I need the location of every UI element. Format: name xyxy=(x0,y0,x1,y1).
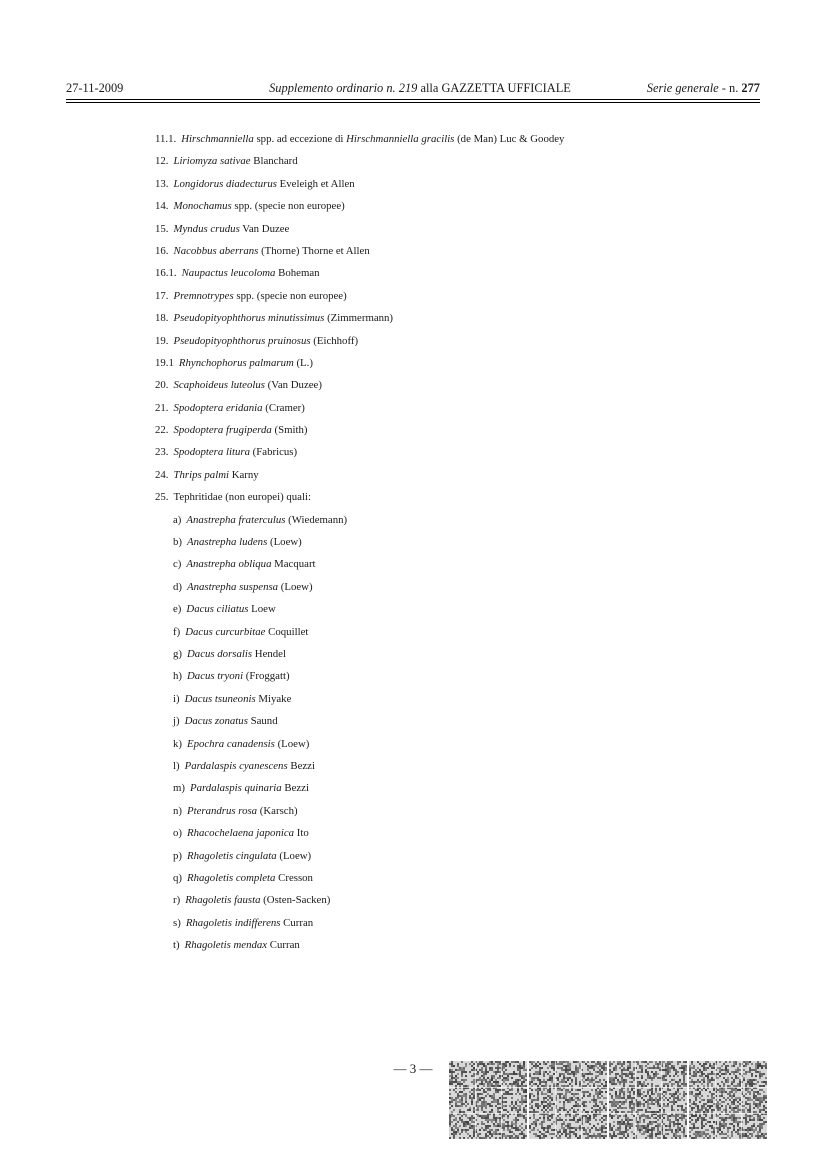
item-number: d) xyxy=(173,580,182,593)
species-name: Dacus tryoni xyxy=(187,670,244,683)
species-name: Rhagoletis completa xyxy=(187,871,276,884)
species-name: Spodoptera eridania xyxy=(173,401,263,414)
species-name: Pterandrus rosa xyxy=(187,804,258,817)
item-number: c) xyxy=(173,558,182,571)
item-text: Tephritidae (non europei) quali: xyxy=(173,491,311,504)
list-item xyxy=(155,355,745,377)
item-text: Bezzi xyxy=(287,759,315,772)
item-text: (Smith) xyxy=(271,424,308,437)
species-name: Rhynchophorus palmarum xyxy=(178,356,294,369)
item-number: 23. xyxy=(155,446,169,459)
list-subitem xyxy=(155,713,745,735)
item-text: Ito xyxy=(294,827,309,840)
item-number: 17. xyxy=(155,289,169,302)
list-item xyxy=(155,377,745,399)
item-number: i) xyxy=(173,692,180,705)
species-name: Premnotrypes xyxy=(173,289,234,302)
item-number: 20. xyxy=(155,379,169,392)
header-issue-number: 277 xyxy=(741,81,760,95)
item-text: Blanchard xyxy=(250,155,298,168)
item-text: Coquillet xyxy=(265,625,309,638)
item-text: (Wiedemann) xyxy=(285,513,348,526)
item-text: Curran xyxy=(280,916,314,929)
list-subitem xyxy=(155,915,745,937)
item-number: h) xyxy=(173,670,182,683)
item-number: 16.1. xyxy=(155,267,177,280)
item-text: Cresson xyxy=(275,871,313,884)
species-name: Anastrepha obliqua xyxy=(186,558,272,571)
list-item xyxy=(155,288,745,310)
species-name: Spodoptera litura xyxy=(173,446,250,459)
item-text: (Froggatt) xyxy=(243,670,290,683)
item-text: (Thorne) Thorne et Allen xyxy=(258,244,370,257)
item-text: (Loew) xyxy=(274,737,310,750)
item-number: 18. xyxy=(155,312,169,325)
item-number: 14. xyxy=(155,200,169,213)
item-number: m) xyxy=(173,782,185,795)
list-subitem xyxy=(155,736,745,758)
item-number: s) xyxy=(173,916,181,929)
item-text: Curran xyxy=(267,939,300,952)
list-subitem xyxy=(155,870,745,892)
list-subitem xyxy=(155,825,745,847)
item-text: spp. (specie non europee) xyxy=(233,289,347,302)
list-item xyxy=(155,310,745,332)
list-item xyxy=(155,467,745,489)
list-subitem xyxy=(155,780,745,802)
species-name: Dacus dorsalis xyxy=(187,647,253,660)
item-text: Loew xyxy=(248,603,276,616)
item-text: (Eichhoff) xyxy=(310,334,359,347)
list-subitem xyxy=(155,758,745,780)
list-subitem xyxy=(155,624,745,646)
list-item xyxy=(155,131,745,153)
header-date: 27-11-2009 xyxy=(66,81,124,95)
item-number: 13. xyxy=(155,177,169,190)
list-item xyxy=(155,176,745,198)
species-name: Nacobbus aberrans xyxy=(173,244,259,257)
species-name: Longidorus diadecturus xyxy=(173,177,277,190)
item-number: 19. xyxy=(155,334,169,347)
list-subitem xyxy=(155,601,745,623)
item-text: Hendel xyxy=(252,647,286,660)
species-name: Rhagoletis fausta xyxy=(185,894,261,907)
species-name: Monochamus xyxy=(173,200,232,213)
item-text: (Cramer) xyxy=(262,401,305,414)
item-text: Miyake xyxy=(255,692,292,705)
species-name: Rhagoletis indifferens xyxy=(185,916,281,929)
list-subitem xyxy=(155,803,745,825)
list-subitem xyxy=(155,534,745,556)
barcode-block-2 xyxy=(529,1061,607,1139)
list-item xyxy=(155,153,745,175)
item-text: (Loew) xyxy=(278,580,313,593)
item-number: 19.1 xyxy=(155,356,174,369)
item-number: f) xyxy=(173,625,181,638)
list-subitem xyxy=(155,512,745,534)
species-name: Spodoptera frugiperda xyxy=(173,424,272,437)
list-subitem xyxy=(155,848,745,870)
species-name: Hirschmanniella gracilis xyxy=(346,133,455,145)
species-list xyxy=(155,131,745,959)
item-number: t) xyxy=(173,939,180,952)
species-name: Dacus ciliatus xyxy=(186,603,249,616)
item-text: Macquart xyxy=(271,558,316,571)
item-number: r) xyxy=(173,894,181,907)
list-subitem xyxy=(155,691,745,713)
item-number: a) xyxy=(173,513,182,526)
list-subitem xyxy=(155,556,745,578)
item-text: (L.) xyxy=(293,356,313,369)
species-name: Pardalaspis quinaria xyxy=(190,782,282,795)
item-text: spp. ad eccezione di xyxy=(253,133,347,145)
header-rule-bottom xyxy=(66,102,760,103)
list-subitem xyxy=(155,579,745,601)
item-number: 21. xyxy=(155,401,169,414)
item-text: Saund xyxy=(247,715,278,728)
item-number: k) xyxy=(173,737,182,750)
header-gazette: GAZZETTA UFFICIALE xyxy=(441,81,571,95)
header-series-sep: - n. xyxy=(718,81,742,95)
list-item xyxy=(155,422,745,444)
item-text: (de Man) Luc & Goodey xyxy=(454,133,565,145)
item-text: Eveleigh et Allen xyxy=(276,177,355,190)
species-name: Dacus tsuneonis xyxy=(184,692,256,705)
item-text: (Zimmermann) xyxy=(324,312,394,325)
item-text: (Van Duzee) xyxy=(264,379,322,392)
item-text: (Loew) xyxy=(276,849,312,862)
species-name: Scaphoideus luteolus xyxy=(173,379,265,392)
species-name: Epochra canadensis xyxy=(187,737,275,750)
species-name: Liriomyza sativae xyxy=(173,155,251,168)
species-name: Dacus curcurbitae xyxy=(185,625,266,638)
item-number: 24. xyxy=(155,468,169,481)
barcode-block-4 xyxy=(689,1061,767,1139)
item-number: b) xyxy=(173,536,182,549)
species-name: Pseudopityophthorus minutissimus xyxy=(173,312,325,325)
list-item xyxy=(155,333,745,355)
list-item xyxy=(155,221,745,243)
list-item xyxy=(155,489,745,511)
species-name: Hirschmanniella xyxy=(181,133,254,145)
species-name: Anastrepha fraterculus xyxy=(186,513,286,526)
page-number: — 3 — xyxy=(393,1061,433,1076)
item-text: Boheman xyxy=(275,267,320,280)
list-subitem xyxy=(155,892,745,914)
species-name: Naupactus leucoloma xyxy=(181,267,276,280)
species-name: Thrips palmi xyxy=(173,468,229,481)
barcode-block-3 xyxy=(609,1061,687,1139)
item-number: e) xyxy=(173,603,182,616)
item-number: n) xyxy=(173,804,182,817)
list-item xyxy=(155,444,745,466)
item-number: 12. xyxy=(155,155,169,168)
species-name: Rhagoletis mendax xyxy=(184,939,268,952)
item-text: (Osten-Sacken) xyxy=(260,894,331,907)
list-subitem xyxy=(155,668,745,690)
item-number: o) xyxy=(173,827,182,840)
list-item xyxy=(155,400,745,422)
item-text: Karny xyxy=(229,468,259,481)
species-name: Anastrepha suspensa xyxy=(187,580,279,593)
list-item xyxy=(155,243,745,265)
header-series-label: Serie generale xyxy=(646,81,719,95)
item-number: g) xyxy=(173,647,182,660)
species-name: Anastrepha ludens xyxy=(187,536,268,549)
item-text: (Fabricus) xyxy=(249,446,298,459)
list-subitem xyxy=(155,937,745,959)
species-name: Dacus zonatus xyxy=(184,715,248,728)
item-number: l) xyxy=(173,759,180,772)
list-item xyxy=(155,265,745,287)
item-text: (Loew) xyxy=(267,536,302,549)
item-number: p) xyxy=(173,849,182,862)
species-name: Pardalaspis cyanescens xyxy=(184,759,288,772)
list-item xyxy=(155,198,745,220)
species-name: Pseudopityophthorus pruinosus xyxy=(173,334,311,347)
header-rule-top xyxy=(66,99,760,100)
list-subitem xyxy=(155,646,745,668)
item-number: q) xyxy=(173,871,182,884)
item-number: 22. xyxy=(155,424,169,437)
item-number: 25. xyxy=(155,491,169,504)
species-name: Myndus crudus xyxy=(173,222,240,235)
header-series xyxy=(647,80,760,96)
species-name: Rhacochelaena japonica xyxy=(187,827,295,840)
species-name: Rhagoletis cingulata xyxy=(187,849,277,862)
item-number: 15. xyxy=(155,222,169,235)
item-text: Bezzi xyxy=(281,782,309,795)
item-text: (Karsch) xyxy=(257,804,298,817)
item-number: j) xyxy=(173,715,180,728)
item-text: spp. (specie non europee) xyxy=(231,200,345,213)
item-text: Van Duzee xyxy=(239,222,290,235)
item-number: 16. xyxy=(155,244,169,257)
item-number: 11.1. xyxy=(155,133,177,145)
barcode-block-1 xyxy=(449,1061,527,1139)
header-supplement: Supplemento ordinario n. 219 xyxy=(269,81,418,95)
header-connector: alla xyxy=(417,81,442,95)
